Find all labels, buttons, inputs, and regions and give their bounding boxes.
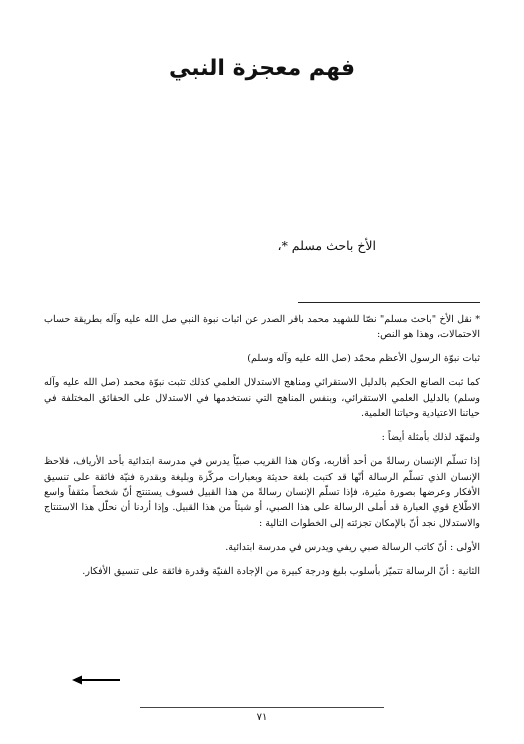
paragraph-proof: كما ثبت الصانع الحكيم بالدليل الاستقرائي ومناهج الاستدلال العلمي كذلك تثبت نبوّة محمد (صل الله عليه وآله وسلم) بالدليل العلمي الاستقرائي، وبنفس المناهج التي نستخدمها في الاستدلال على الحقائق المختلفة في حياتنا الاعتيادية وحياتنا العلمية. — [44, 377, 480, 420]
page-title: فهم معجزة النبي — [168, 56, 356, 81]
body-text — [44, 312, 480, 588]
author-line: الأخ باحث مسلم *، — [277, 238, 376, 253]
paragraph-footnote-intro: * نقل الأخ "باحث مسلم" نصّا للشهيد محمد باقر الصدر عن اثبات نبوة النبي صل الله عليه وآله بطريقة حساب الاحتمالات، وهذا هو النص: — [44, 314, 480, 341]
page-number: ٧١ — [256, 712, 268, 723]
paragraph-examples-intro: ولنمهّد لذلك بأمثلة أيضاً : — [381, 432, 480, 444]
left-arrow-icon — [72, 675, 120, 685]
paragraph-heading: ثبات نبوّة الرسول الأعظم محمّد (صل الله عليه وآله وسلم) — [247, 353, 480, 365]
paragraph-step-two: الثانية : أنّ الرسالة تتميّز بأسلوب بليغ ودرجة كبيرة من الإجادة الفنيّة وقدرة فائقة على تنسيق الأفكار. — [82, 565, 480, 577]
footer-rule — [140, 707, 384, 708]
paragraph-letter-example: إذا تسلّم الإنسان رسالةً من أحد أقاربه، وكان هذا القريب صبيّاً يدرس في مدرسة ابتدائية بأحد الأرياف، فلاحظ الإنسان الذي تسلّم الرسالة أنّها قد كتبت بلغة حديثة وبعبارات مركّزة وبليغة وبقدرة فنيّة فائقة على تنسيق الأفكار وعرضها بصورة مثيرة، فإذا تسلّم الإنسان رسالةً من هذا القبيل فسوف يستنتج أنّ شخصاً مثقفاً واسع الاطّلاع قوي العبارة قد أملى الرسالة على هذا الصبي، أو شيئاً من هذا القبيل. وإذا أردنا أن نحلّل هذا الاستنتاج والاستدلال نجد أنّ بالإمكان تجزئته إلى الخطوات التالية : — [44, 456, 480, 529]
paragraph-step-one: الأولى : أنّ كاتب الرسالة صبي ريفي ويدرس في مدرسة ابتدائية. — [225, 541, 480, 553]
footnote-separator — [298, 302, 480, 303]
